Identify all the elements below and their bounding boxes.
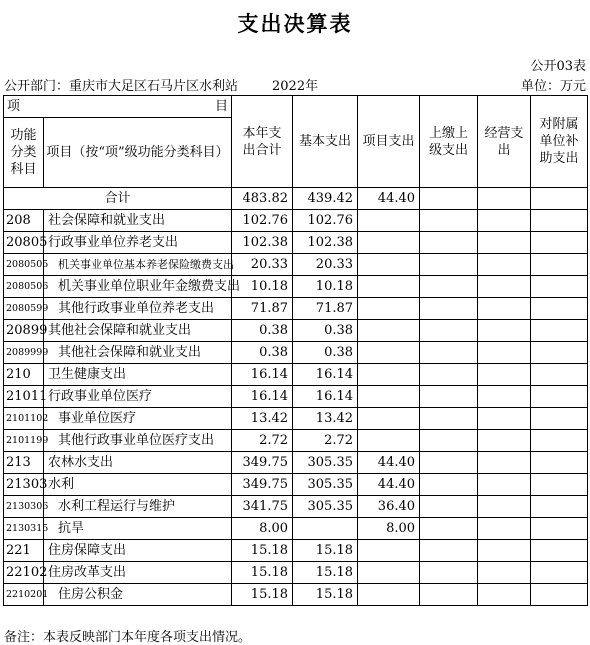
row-name: 水利工程运行与维护	[44, 496, 232, 518]
row-total: 102.76	[232, 210, 293, 232]
row-upper	[420, 452, 478, 474]
table-row	[4, 320, 588, 342]
row-project: 36.40	[358, 496, 420, 518]
unit-label: 单位：万元	[520, 79, 586, 94]
row-code: 213	[4, 452, 44, 474]
table-row	[4, 386, 588, 408]
row-name: 住房公积金	[44, 584, 232, 606]
row-basic: 305.35	[293, 452, 358, 474]
row-code: 221	[4, 540, 44, 562]
total-project: 44.40	[358, 188, 420, 210]
row-subsidy	[531, 540, 588, 562]
row-basic: 0.38	[293, 342, 358, 364]
row-project	[358, 320, 420, 342]
row-project	[358, 276, 420, 298]
row-business	[478, 584, 531, 606]
row-basic: 15.18	[293, 540, 358, 562]
row-total: 15.18	[232, 584, 293, 606]
table-row	[4, 430, 588, 452]
row-code: 2210201	[4, 584, 44, 606]
header-upper: 上缴上级支出	[420, 96, 478, 188]
row-business	[478, 496, 531, 518]
row-project: 44.40	[358, 474, 420, 496]
row-name: 住房改革支出	[44, 562, 232, 584]
row-name: 行政事业单位医疗	[44, 386, 232, 408]
row-project	[358, 342, 420, 364]
row-upper	[420, 298, 478, 320]
row-subsidy	[531, 452, 588, 474]
row-basic: 13.42	[293, 408, 358, 430]
row-name: 其他社会保障和就业支出	[44, 320, 232, 342]
row-upper	[420, 408, 478, 430]
row-upper	[420, 562, 478, 584]
row-upper	[420, 474, 478, 496]
row-business	[478, 276, 531, 298]
row-project	[358, 408, 420, 430]
row-code: 2101102	[4, 408, 44, 430]
table-row	[4, 496, 588, 518]
row-name: 其他行政事业单位养老支出	[44, 298, 232, 320]
row-code: 208	[4, 210, 44, 232]
table-row	[4, 452, 588, 474]
row-basic: 0.38	[293, 320, 358, 342]
table-row	[4, 342, 588, 364]
table-row	[4, 584, 588, 606]
row-name: 社会保障和就业支出	[44, 210, 232, 232]
row-subsidy	[531, 320, 588, 342]
row-business	[478, 254, 531, 276]
expenditure-table	[3, 95, 588, 606]
row-subsidy	[531, 232, 588, 254]
table-row	[4, 408, 588, 430]
row-name: 行政事业单位养老支出	[44, 232, 232, 254]
header-business: 经营支出	[478, 96, 531, 188]
row-total: 20.33	[232, 254, 293, 276]
row-total: 16.14	[232, 386, 293, 408]
row-subsidy	[531, 474, 588, 496]
row-subsidy	[531, 298, 588, 320]
header-subsidy: 对附属单位补助支出	[531, 96, 588, 188]
row-total: 2.72	[232, 430, 293, 452]
row-subsidy	[531, 584, 588, 606]
row-basic: 71.87	[293, 298, 358, 320]
year-label: 2022年	[272, 79, 319, 94]
table-row	[4, 364, 588, 386]
header-project: 项目支出	[358, 96, 420, 188]
row-code: 2130306	[4, 496, 44, 518]
total-basic: 439.42	[293, 188, 358, 210]
row-subsidy	[531, 518, 588, 540]
table-row	[4, 254, 588, 276]
row-business	[478, 430, 531, 452]
form-number: 公开03表	[530, 59, 586, 74]
row-basic: 10.18	[293, 276, 358, 298]
row-upper	[420, 232, 478, 254]
row-project: 44.40	[358, 452, 420, 474]
row-upper	[420, 584, 478, 606]
row-subsidy	[531, 408, 588, 430]
row-upper	[420, 430, 478, 452]
row-total: 13.42	[232, 408, 293, 430]
total-subsidy	[531, 188, 588, 210]
row-name: 农林水支出	[44, 452, 232, 474]
row-business	[478, 342, 531, 364]
row-code: 22102	[4, 562, 44, 584]
row-code: 20805	[4, 232, 44, 254]
row-business	[478, 518, 531, 540]
row-name: 机关事业单位基本养老保险缴费支出	[44, 254, 232, 276]
table-row	[4, 276, 588, 298]
table-row	[4, 298, 588, 320]
total-upper	[420, 188, 478, 210]
table-row	[4, 474, 588, 496]
row-project	[358, 210, 420, 232]
row-name: 抗旱	[44, 518, 232, 540]
row-code: 2080599	[4, 298, 44, 320]
row-total: 349.75	[232, 452, 293, 474]
row-business	[478, 364, 531, 386]
row-business	[478, 232, 531, 254]
row-total: 10.18	[232, 276, 293, 298]
row-basic: 2.72	[293, 430, 358, 452]
row-subsidy	[531, 210, 588, 232]
row-upper	[420, 540, 478, 562]
row-name: 卫生健康支出	[44, 364, 232, 386]
row-basic: 16.14	[293, 364, 358, 386]
row-project	[358, 254, 420, 276]
row-total: 102.38	[232, 232, 293, 254]
row-subsidy	[531, 496, 588, 518]
header-xiang-mu	[4, 96, 232, 118]
row-project	[358, 232, 420, 254]
row-upper	[420, 276, 478, 298]
row-total: 0.38	[232, 320, 293, 342]
row-code: 2130315	[4, 518, 44, 540]
row-upper	[420, 342, 478, 364]
row-total: 341.75	[232, 496, 293, 518]
row-total: 15.18	[232, 562, 293, 584]
row-business	[478, 452, 531, 474]
row-subsidy	[531, 562, 588, 584]
row-upper	[420, 254, 478, 276]
row-total: 8.00	[232, 518, 293, 540]
row-business	[478, 474, 531, 496]
header-code: 功能分类科目	[4, 118, 44, 188]
table-row	[4, 232, 588, 254]
row-project	[358, 562, 420, 584]
row-code: 2080505	[4, 254, 44, 276]
footnote: 备注：本表反映部门本年度各项支出情况。	[4, 630, 252, 645]
row-basic: 305.35	[293, 474, 358, 496]
row-name: 事业单位医疗	[44, 408, 232, 430]
row-upper	[420, 496, 478, 518]
header-mu: 目	[215, 99, 229, 114]
row-upper	[420, 518, 478, 540]
row-subsidy	[531, 276, 588, 298]
table-row	[4, 540, 588, 562]
row-code: 2089999	[4, 342, 44, 364]
row-name: 住房保障支出	[44, 540, 232, 562]
row-business	[478, 210, 531, 232]
row-subsidy	[531, 254, 588, 276]
row-business	[478, 408, 531, 430]
row-upper	[420, 386, 478, 408]
row-basic	[293, 518, 358, 540]
row-basic: 16.14	[293, 386, 358, 408]
row-total: 349.75	[232, 474, 293, 496]
table-row	[4, 210, 588, 232]
row-basic: 20.33	[293, 254, 358, 276]
row-code: 21011	[4, 386, 44, 408]
row-name: 其他行政事业单位医疗支出	[44, 430, 232, 452]
row-basic: 102.38	[293, 232, 358, 254]
header-total: 本年支出合计	[232, 96, 293, 188]
row-project: 8.00	[358, 518, 420, 540]
row-basic: 305.35	[293, 496, 358, 518]
row-project	[358, 430, 420, 452]
row-name: 水利	[44, 474, 232, 496]
row-subsidy	[531, 342, 588, 364]
row-upper	[420, 364, 478, 386]
row-basic: 15.18	[293, 562, 358, 584]
table-row	[4, 518, 588, 540]
table-row	[4, 562, 588, 584]
total-total: 483.82	[232, 188, 293, 210]
row-project	[358, 386, 420, 408]
department-label: 公开部门：重庆市大足区石马片区水利站	[4, 79, 239, 94]
header-basic: 基本支出	[293, 96, 358, 188]
header-xiang: 项	[7, 99, 21, 114]
row-total: 16.14	[232, 364, 293, 386]
row-code: 2101199	[4, 430, 44, 452]
header-name: 项目（按“项”级功能分类科目）	[44, 118, 232, 188]
row-business	[478, 562, 531, 584]
total-row	[4, 188, 588, 210]
row-subsidy	[531, 430, 588, 452]
row-subsidy	[531, 364, 588, 386]
row-code: 2080506	[4, 276, 44, 298]
row-upper	[420, 320, 478, 342]
row-project	[358, 540, 420, 562]
row-upper	[420, 210, 478, 232]
page-title: 支出决算表	[237, 11, 353, 36]
row-project	[358, 298, 420, 320]
row-business	[478, 386, 531, 408]
row-code: 210	[4, 364, 44, 386]
row-total: 71.87	[232, 298, 293, 320]
row-project	[358, 364, 420, 386]
row-total: 0.38	[232, 342, 293, 364]
row-business	[478, 320, 531, 342]
total-label: 合计	[4, 188, 232, 210]
row-basic: 102.76	[293, 210, 358, 232]
row-basic: 15.18	[293, 584, 358, 606]
row-code: 21303	[4, 474, 44, 496]
row-total: 15.18	[232, 540, 293, 562]
row-name: 其他社会保障和就业支出	[44, 342, 232, 364]
row-business	[478, 540, 531, 562]
row-business	[478, 298, 531, 320]
total-business	[478, 188, 531, 210]
row-code: 20899	[4, 320, 44, 342]
row-name: 机关事业单位职业年金缴费支出	[44, 276, 232, 298]
row-project	[358, 584, 420, 606]
row-subsidy	[531, 386, 588, 408]
